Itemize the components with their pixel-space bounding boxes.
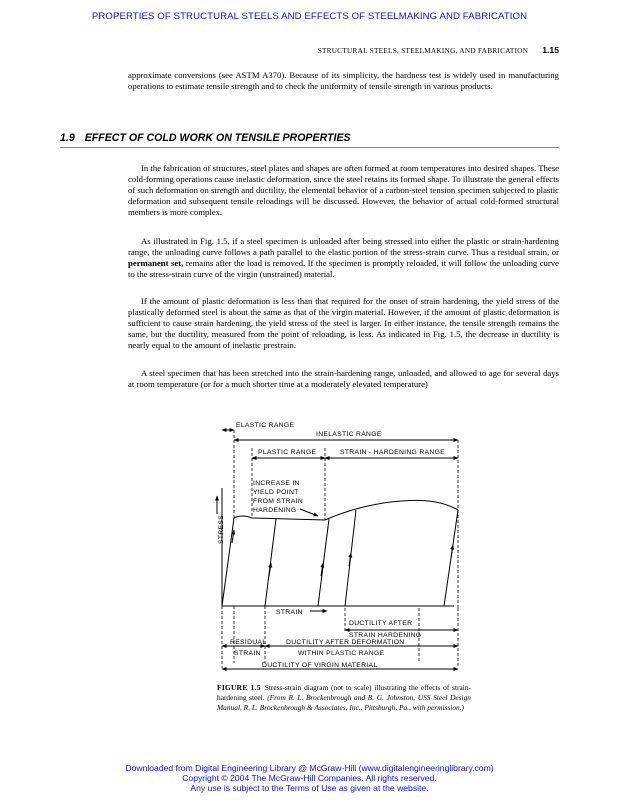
virgin-stress-strain-curve [222, 500, 458, 606]
permanent-set-term: permanent set, [128, 258, 184, 268]
paragraph-3: If the amount of plastic deformation is less than that required for the onset of strain hardening, the yield stress of the plastically deformed steel is about the same as that of the virgin material. However, if the amount of plastic deformation is sufficient to cause strain hardening, the yield stress of the steel is larger. In either instance, the tensile strength remains the same, but the ductility, measured from the point of reloading, is less. As indicated in Fig. 1.5, the decrease in ductility is nearly equal to the amount of inelastic prestrain. [128, 296, 559, 350]
stress-strain-figure [212, 418, 477, 680]
page-banner: PROPERTIES OF STRUCTURAL STEELS AND EFFECTS OF STEELMAKING AND FABRICATION [91, 11, 528, 22]
label-inelastic-range: INELASTIC RANGE [316, 431, 382, 438]
footer-download-line: Downloaded from Digital Engineering Library @ McGraw-Hill (www.digitalengineeringlibrary.com) [125, 763, 494, 773]
label-ductility-after-1: DUCTILITY AFTER [349, 620, 413, 627]
caption-text: Stress-strain diagram (not to scale) illustrating the effects of strain-hardening steel. [217, 683, 471, 702]
figure-label: FIGURE 1.5 [217, 683, 261, 692]
label-increase-4: HARDENING [253, 507, 297, 514]
paragraph-1: In the fabrication of structures, steel plates and shapes are often formed at room temperatures into desired shapes. These cold-forming operations cause inelastic deformation, since the steel retains its formed shape. To illustrate the general effects of such deformation on strength and ductility, the elemental behavior of a carbon-steel tension specimen subjected to plastic deformation and subsequent tensile reloadings will be discussed. However, the behavior of actual cold-formed structural members is more complex. [128, 163, 559, 217]
section-divider [60, 147, 559, 148]
paragraph-2 [128, 236, 559, 280]
label-strain-hardening-range: STRAIN - HARDENING RANGE [340, 449, 446, 456]
page-number: 1.15 [542, 45, 559, 55]
footer [0, 763, 619, 793]
label-increase-2: YIELD POINT [253, 489, 299, 496]
paragraph-4: A steel specimen that has been stretched into the strain-hardening range, unloaded, and allowed to age for several days at room temperature (or for a much shorter time at a moderately elevated temperature) [128, 368, 559, 389]
footer-copyright-line: Copyright © 2004 The McGraw-Hill Companies. All rights reserved. [182, 773, 437, 783]
section-heading [60, 132, 351, 144]
label-ductility-after-2: STRAIN HARDENING [349, 632, 422, 639]
label-residual-2: STRAIN [234, 650, 261, 657]
unload-line-plastic [265, 519, 276, 606]
paragraph-2-text-b: remains after the load is removed. If the specimen is promptly reloaded, it will follow the unloading curve to the stress-strain curve of the virgin (unstrained) material. [128, 258, 560, 279]
range-boundary-lines [222, 430, 458, 668]
unload-line-hardening-1 [318, 519, 329, 606]
label-increase-1: INCREASE IN [253, 480, 300, 487]
paragraph-2-text-a: As illustrated in Fig. 1.5, if a steel specimen is unloaded after being stressed into either the plastic or strain-hardening range, the unloading curve follows a path parallel to the elastic portion of the stress-strain curve. Thus a residual strain, or [128, 236, 559, 257]
label-ductility-deform-2: WITHIN PLASTIC RANGE [298, 650, 385, 657]
caption-source: (From R. L. Brockenbrough and B. G. Johnston, USS Steel Design Manual, R. L. Brockenbrough & Associates, Inc., Pittsburgh, Pa., with permission.) [217, 693, 472, 712]
label-ductility-deform-1: DUCTILITY AFTER DEFORMATION [286, 639, 405, 646]
label-elastic-range: ELASTIC RANGE [236, 422, 295, 429]
label-strain-axis: STRAIN [276, 609, 303, 616]
running-head-title: STRUCTURAL STEELS, STEELMAKING, AND FABRICATION [317, 47, 529, 55]
section-title: EFFECT OF COLD WORK ON TENSILE PROPERTIES [84, 132, 351, 144]
label-plastic-range: PLASTIC RANGE [258, 449, 317, 456]
running-head [318, 45, 559, 55]
label-increase-3: FROM STRAIN [253, 498, 304, 505]
load-direction-arrow [451, 545, 453, 558]
stress-strain-diagram [212, 418, 477, 680]
label-ductility-virgin: DUCTILITY OF VIRGIN MATERIAL [262, 662, 378, 669]
figure-caption [217, 683, 471, 713]
label-stress-axis: STRESS [218, 515, 225, 544]
footer-terms-line: Any use is subject to the Terms of Use as given at the website. [190, 783, 429, 793]
yield-increase-leader [300, 509, 318, 516]
label-residual-1: RESIDUAL [230, 639, 267, 646]
intro-paragraph: approximate conversions (see ASTM A370). Because of its simplicity, the hardness test is widely used in manufacturing operations to estimate tensile strength and to check the uniformity of tensile strength in various products. [128, 70, 559, 91]
section-number: 1.9 [60, 132, 75, 144]
